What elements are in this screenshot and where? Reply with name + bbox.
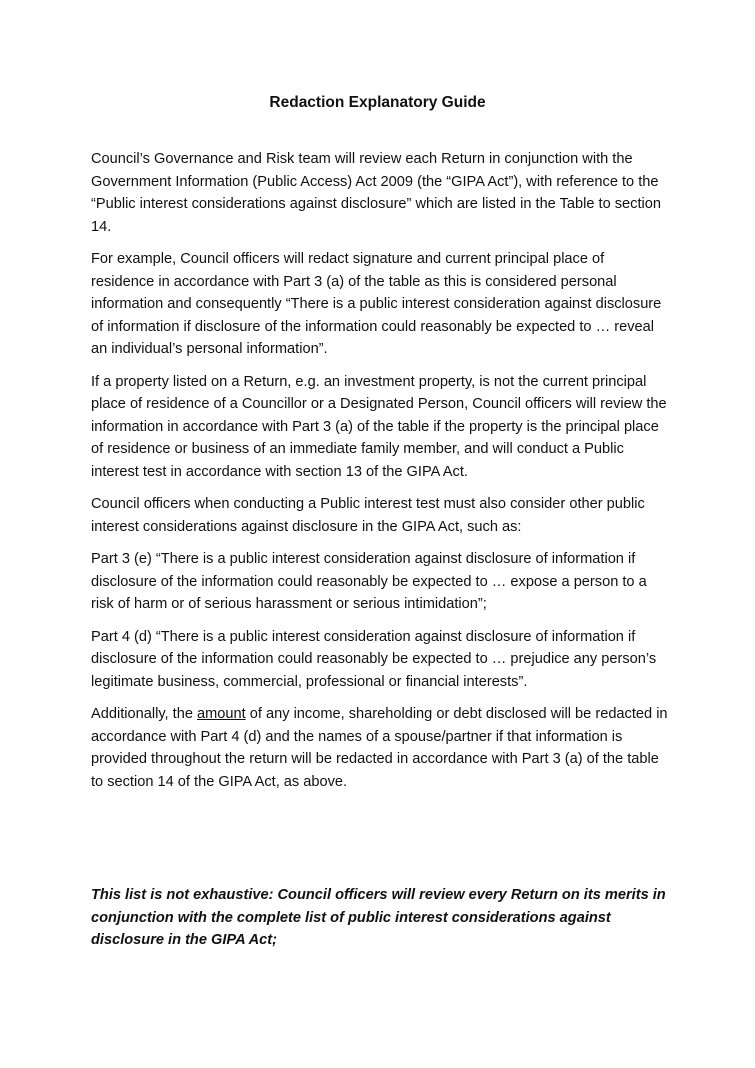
additional-redaction-rest: of any income, shareholding or debt disclosed will be redacted in accordance with Part 4 (d) and the names of a spouse/partner if that information is provided throughout the return will be redacted in accordance with Part 3 (a) of the table to section 14 of the GIPA Act, as above. [91,706,668,790]
document-title: Redaction Explanatory Guide [269,94,486,111]
paragraph-other-considerations: Council officers when conducting a Public interest test must also consider other public interest considerations against disclosure in the GIPA Act, such as: [91,496,645,535]
amount-underlined-word: amount [197,706,246,722]
paragraph-additional-redaction [91,703,669,793]
paragraph-part-4d: Part 4 (d) “There is a public interest consideration against disclosure of information if disclosure of the information could reasonably be expected to … prejudice any person’s legitimate business, commercial, professional or financial interests”. [91,628,657,690]
paragraph-example-redaction: For example, Council officers will redact signature and current principal place of residence in accordance with Part 3 (a) of the table as this is considered personal information and consequently “There is a public interest consideration against disclosure of information if disclosure of the information could reasonably be expected to … reveal an individual’s personal information”. [91,251,662,357]
paragraph-review-intro: Council’s Governance and Risk team will review each Return in conjunction with the Government Information (Public Access) Act 2009 (the “GIPA Act”), with reference to the “Public interest considerations against disclosure” which are listed in the Table to section 14. [91,151,661,235]
paragraph-part-3e: Part 3 (e) “There is a public interest consideration against disclosure of information if disclosure of the information could reasonably be expected to … expose a person to a risk of harm or of serious harassment or serious intimidation”; [91,551,647,612]
paragraph-property-review: If a property listed on a Return, e.g. an investment property, is not the current principal place of residence of a Councillor or a Designated Person, Council officers will review the information in accordance with Part 3 (a) of the table if the property is the principal place of residence or business of an immediate family member, and will conduct a Public interest test in accordance with section 13 of the GIPA Act. [91,373,667,480]
disclaimer-note: This list is not exhaustive: Council officers will review every Return on its merits in conjunction with the complete list of public interest considerations against disclosure in the GIPA Act; [91,887,666,948]
document-body [91,148,669,803]
additional-redaction-lead: Additionally, the [91,706,198,722]
